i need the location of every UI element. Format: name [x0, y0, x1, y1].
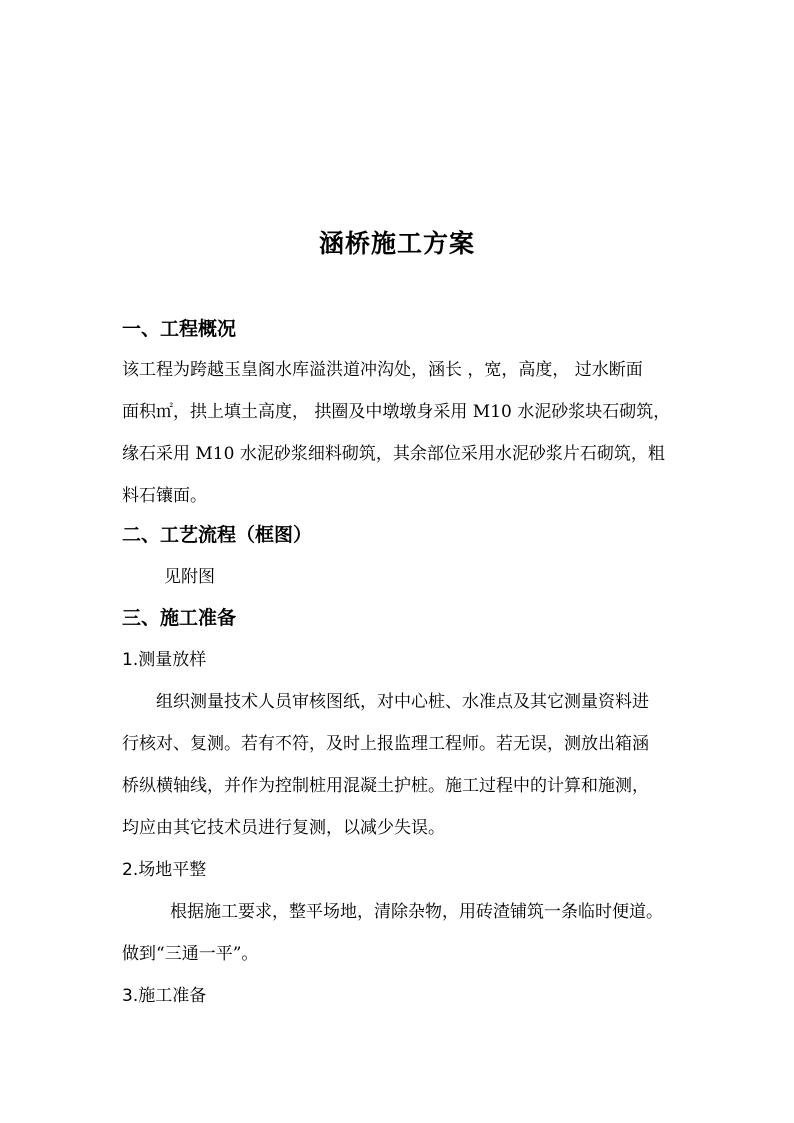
survey-line-1: 组织测量技术人员审核图纸，对中心桩、水准点及其它测量资料进	[156, 692, 649, 712]
section-heading-preparation: 三、施工准备	[122, 607, 237, 629]
survey-line-4: 均应由其它技术员进行复测，以减少失误。	[122, 818, 445, 838]
item-label-survey: 1.测量放样	[122, 650, 207, 670]
process-text: 见附图	[164, 567, 215, 587]
site-leveling-line-1: 根据施工要求，整平场地，清除杂物，用砖渣铺筑一条临时便道。	[170, 902, 663, 922]
survey-line-3: 桥纵横轴线，并作为控制桩用混凝土护桩。施工过程中的计算和施测，	[122, 776, 649, 796]
item-label-site-leveling: 2.场地平整	[122, 860, 207, 880]
overview-line-1: 该工程为跨越玉皇阁水库溢洪道冲沟处，涵长 ，宽，高度， 过水断面	[122, 360, 643, 380]
item-label-construction-prep: 3.施工准备	[122, 986, 207, 1006]
site-leveling-line-2: 做到“三通一平”。	[122, 944, 259, 964]
overview-line-3: 缘石采用 M10 水泥砂浆细料砌筑，其余部位采用水泥砂浆片石砌筑，粗	[122, 444, 665, 464]
section-heading-overview: 一、工程概况	[122, 318, 237, 340]
section-heading-process: 二、工艺流程（框图）	[122, 524, 313, 546]
document-title: 涵桥施工方案	[318, 229, 475, 258]
overview-line-4: 料石镶面。	[122, 486, 207, 506]
survey-line-2: 行核对、复测。若有不符，及时上报监理工程师。若无误，测放出箱涵	[122, 734, 649, 754]
overview-line-2: 面积㎡，拱上填土高度， 拱圈及中墩墩身采用 M10 水泥砂浆块石砌筑，	[122, 402, 671, 422]
